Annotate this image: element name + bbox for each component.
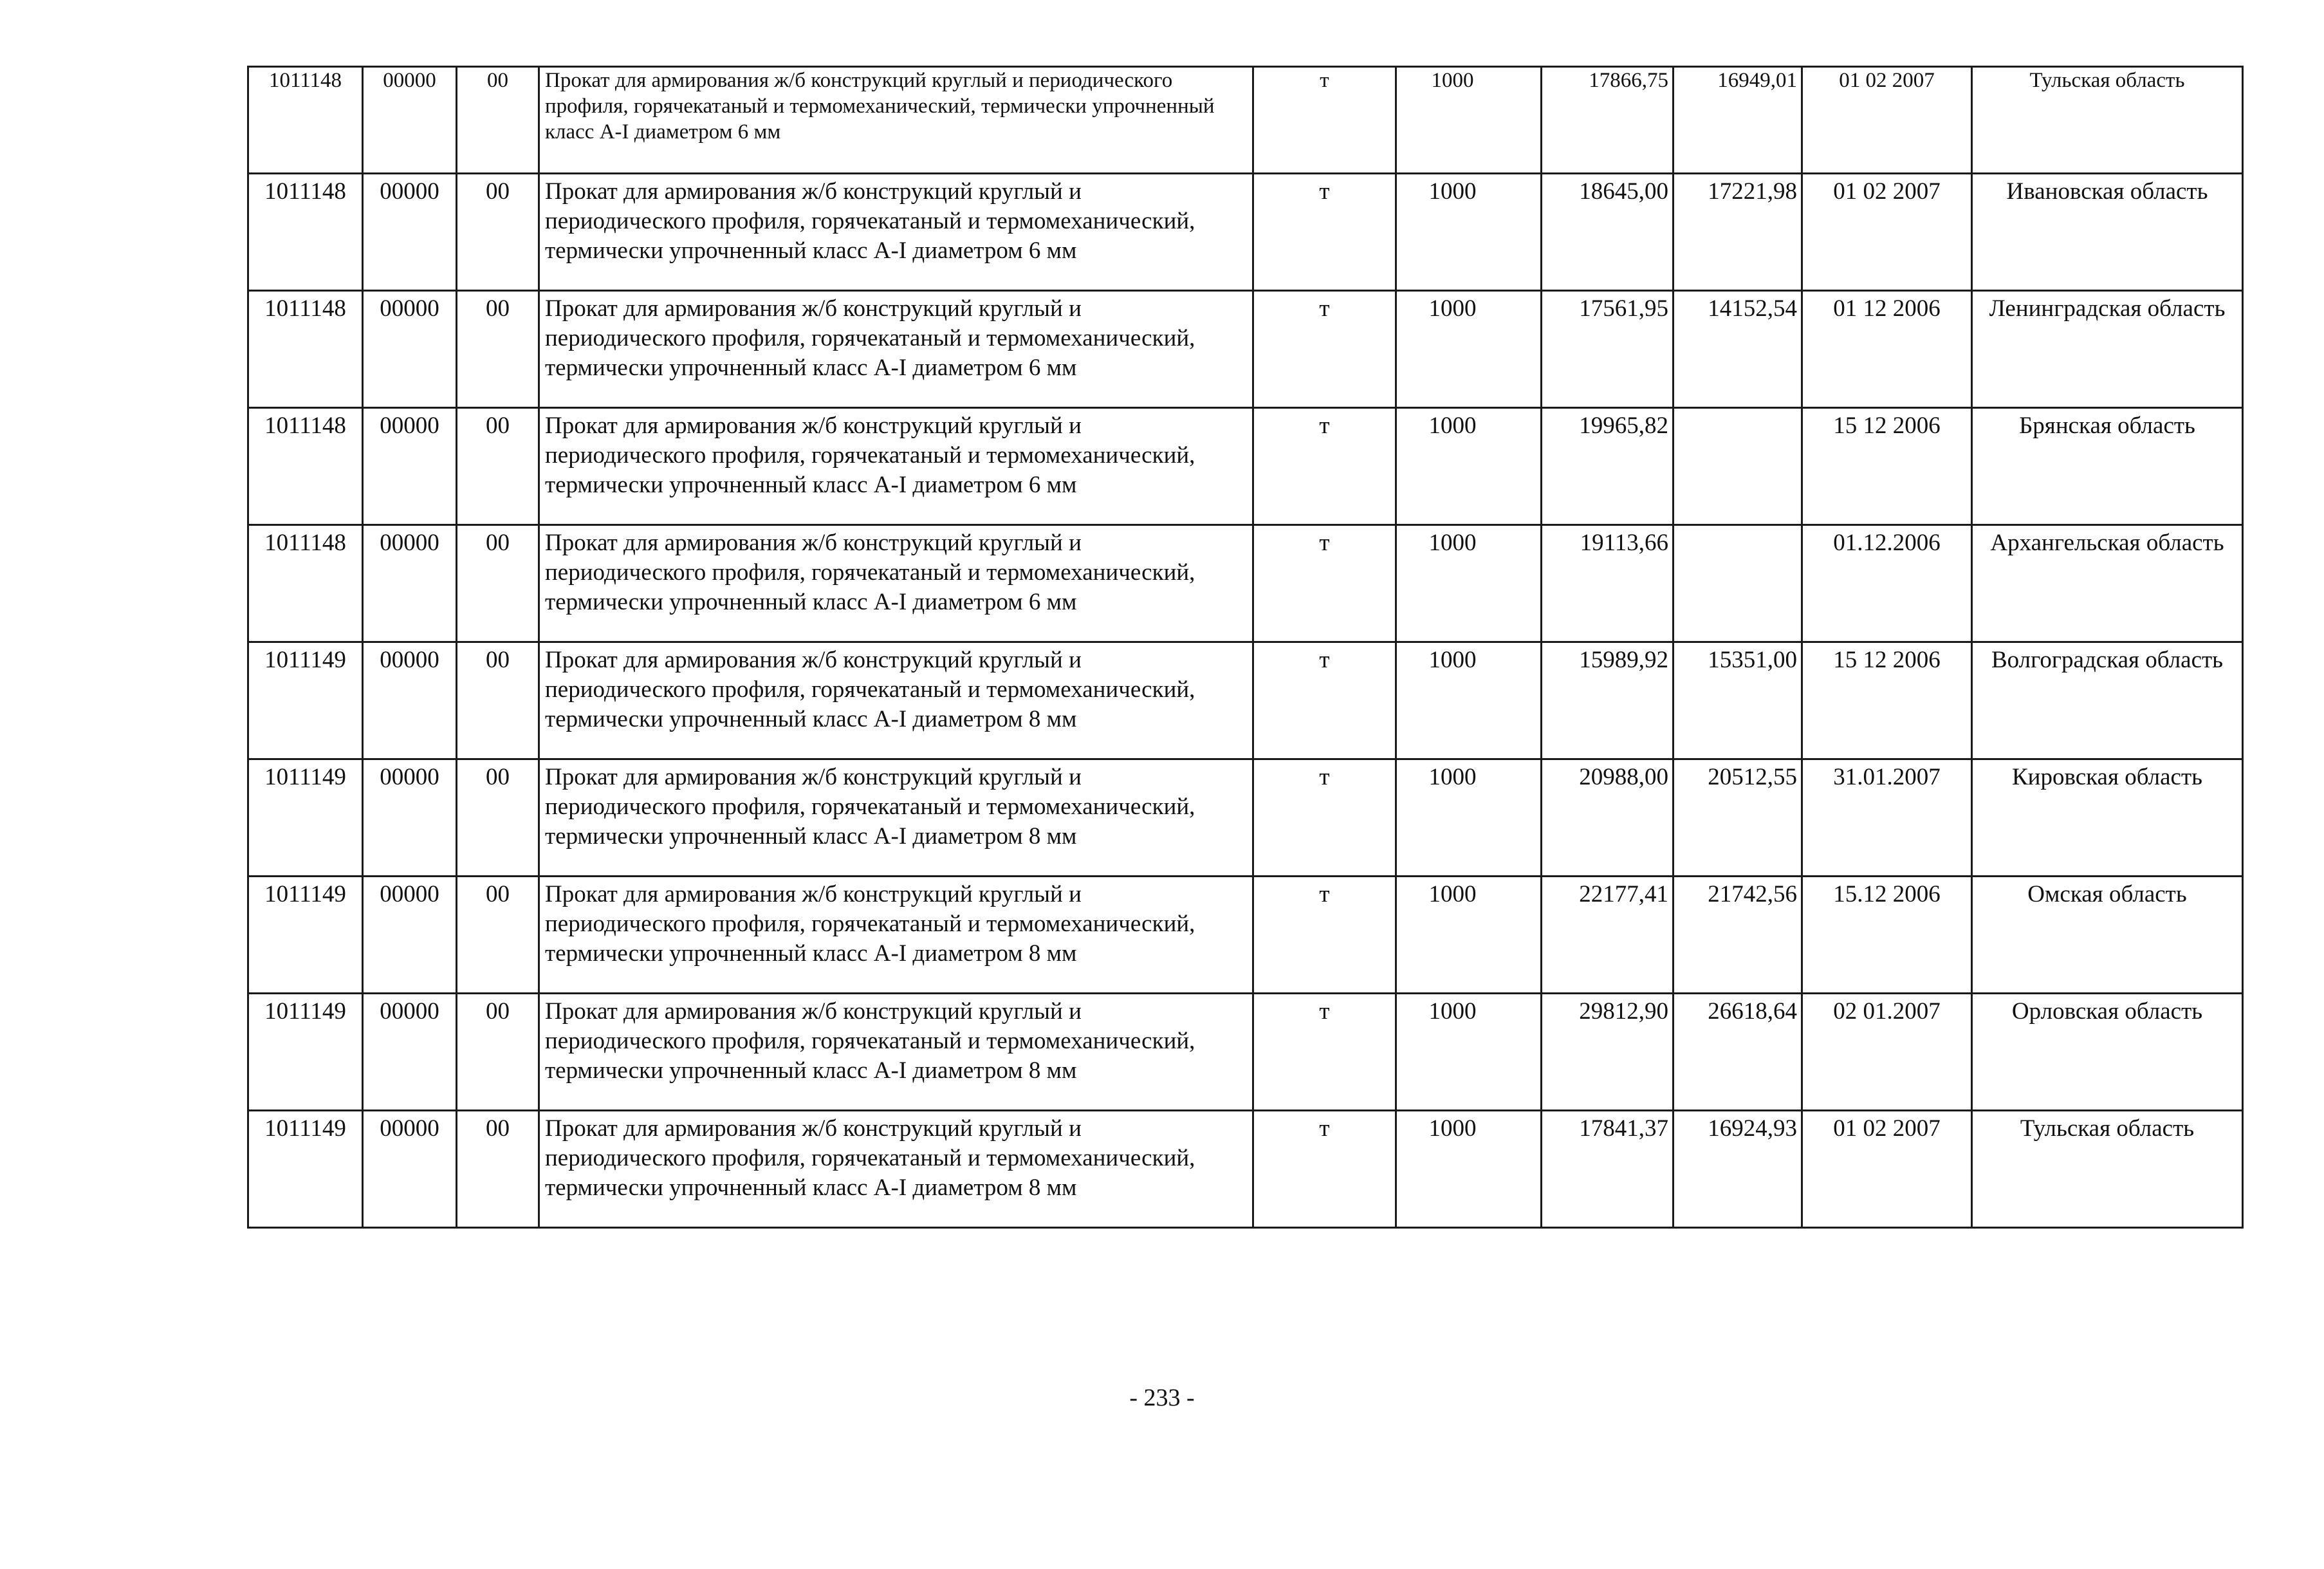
subcode-cell: 00000 [363,759,457,877]
table-row [248,174,2243,291]
product-description-cell: Прокат для армирования ж/б конструкций круглый и периодического профиля, горячекатаный и термомеханический, термически упрочненный класс А-I диаметром 6 мм [539,67,1253,174]
price-without-vat-cell: 26618,64 [1674,994,1802,1111]
region-cell: Архангельская область [1972,525,2243,642]
price-with-vat-cell: 19113,66 [1542,525,1674,642]
product-code-cell: 1011149 [248,759,363,877]
class-code-cell: 00 [457,759,539,877]
unit-cell: т [1253,642,1396,759]
class-code-cell: 00 [457,408,539,525]
unit-cell: т [1253,994,1396,1111]
price-with-vat-cell: 22177,41 [1542,877,1674,994]
price-with-vat-cell: 17866,75 [1542,67,1674,174]
unit-cell: т [1253,174,1396,291]
subcode-cell: 00000 [363,67,457,174]
date-cell: 15 12 2006 [1802,642,1972,759]
region-cell: Орловская область [1972,994,2243,1111]
product-code-cell: 1011149 [248,994,363,1111]
price-without-vat-cell: 14152,54 [1674,291,1802,408]
product-code-cell: 1011148 [248,525,363,642]
unit-cell: т [1253,408,1396,525]
product-description-cell: Прокат для армирования ж/б конструкций круглый и периодического профиля, горячекатаный и термомеханический, термически упрочненный класс А-I диаметром 8 мм [539,877,1253,994]
date-cell: 01 02 2007 [1802,67,1972,174]
table-row [248,759,2243,877]
region-cell: Ивановская область [1972,174,2243,291]
product-code-cell: 1011148 [248,408,363,525]
quantity-cell: 1000 [1396,994,1542,1111]
product-code-cell: 1011148 [248,67,363,174]
price-table [247,66,2244,1229]
unit-cell: т [1253,877,1396,994]
unit-cell: т [1253,1111,1396,1228]
product-description-cell: Прокат для армирования ж/б конструкций круглый и периодического профиля, горячекатаный и термомеханический, термически упрочненный класс А-I диаметром 8 мм [539,642,1253,759]
price-with-vat-cell: 19965,82 [1542,408,1674,525]
product-description-cell: Прокат для армирования ж/б конструкций круглый и периодического профиля, горячекатаный и термомеханический, термически упрочненный класс А-I диаметром 6 мм [539,174,1253,291]
product-code-cell: 1011149 [248,877,363,994]
product-description-cell: Прокат для армирования ж/б конструкций круглый и периодического профиля, горячекатаный и термомеханический, термически упрочненный класс А-I диаметром 6 мм [539,525,1253,642]
subcode-cell: 00000 [363,408,457,525]
class-code-cell: 00 [457,174,539,291]
product-description-cell: Прокат для армирования ж/б конструкций круглый и периодического профиля, горячекатаный и термомеханический, термически упрочненный класс А-I диаметром 8 мм [539,759,1253,877]
table-row [248,1111,2243,1228]
unit-cell: т [1253,291,1396,408]
subcode-cell: 00000 [363,1111,457,1228]
region-cell: Тульская область [1972,67,2243,174]
price-with-vat-cell: 17841,37 [1542,1111,1674,1228]
class-code-cell: 00 [457,1111,539,1228]
region-cell: Омская область [1972,877,2243,994]
product-code-cell: 1011148 [248,291,363,408]
unit-cell: т [1253,525,1396,642]
quantity-cell: 1000 [1396,408,1542,525]
product-description-cell: Прокат для армирования ж/б конструкций круглый и периодического профиля, горячекатаный и термомеханический, термически упрочненный класс А-I диаметром 6 мм [539,408,1253,525]
region-cell: Брянская область [1972,408,2243,525]
subcode-cell: 00000 [363,291,457,408]
product-code-cell: 1011149 [248,1111,363,1228]
quantity-cell: 1000 [1396,291,1542,408]
product-code-cell: 1011149 [248,642,363,759]
product-description-cell: Прокат для армирования ж/б конструкций круглый и периодического профиля, горячекатаный и термомеханический, термически упрочненный класс А-I диаметром 8 мм [539,994,1253,1111]
quantity-cell: 1000 [1396,67,1542,174]
date-cell: 15.12 2006 [1802,877,1972,994]
date-cell: 31.01.2007 [1802,759,1972,877]
price-without-vat-cell: 15351,00 [1674,642,1802,759]
product-description-cell: Прокат для армирования ж/б конструкций круглый и периодического профиля, горячекатаный и термомеханический, термически упрочненный класс А-I диаметром 8 мм [539,1111,1253,1228]
quantity-cell: 1000 [1396,759,1542,877]
table-row [248,642,2243,759]
price-with-vat-cell: 18645,00 [1542,174,1674,291]
price-with-vat-cell: 20988,00 [1542,759,1674,877]
quantity-cell: 1000 [1396,1111,1542,1228]
unit-cell: т [1253,759,1396,877]
subcode-cell: 00000 [363,174,457,291]
class-code-cell: 00 [457,291,539,408]
price-with-vat-cell: 29812,90 [1542,994,1674,1111]
table-row [248,67,2243,174]
page-number: - 233 - [1129,1384,1195,1411]
price-without-vat-cell [1674,408,1802,525]
date-cell: 01 02 2007 [1802,174,1972,291]
price-without-vat-cell: 17221,98 [1674,174,1802,291]
region-cell: Ленинградская область [1972,291,2243,408]
subcode-cell: 00000 [363,994,457,1111]
price-with-vat-cell: 15989,92 [1542,642,1674,759]
date-cell: 01 02 2007 [1802,1111,1972,1228]
quantity-cell: 1000 [1396,877,1542,994]
price-without-vat-cell: 16924,93 [1674,1111,1802,1228]
price-without-vat-cell: 21742,56 [1674,877,1802,994]
date-cell: 01 12 2006 [1802,291,1972,408]
unit-cell: т [1253,67,1396,174]
price-with-vat-cell: 17561,95 [1542,291,1674,408]
table-row [248,525,2243,642]
subcode-cell: 00000 [363,877,457,994]
product-description-cell: Прокат для армирования ж/б конструкций круглый и периодического профиля, горячекатаный и термомеханический, термически упрочненный класс А-I диаметром 6 мм [539,291,1253,408]
region-cell: Кировская область [1972,759,2243,877]
class-code-cell: 00 [457,642,539,759]
table-row [248,408,2243,525]
price-table-body [248,67,2243,1228]
table-row [248,877,2243,994]
region-cell: Тульская область [1972,1111,2243,1228]
subcode-cell: 00000 [363,642,457,759]
quantity-cell: 1000 [1396,174,1542,291]
class-code-cell: 00 [457,994,539,1111]
quantity-cell: 1000 [1396,642,1542,759]
date-cell: 15 12 2006 [1802,408,1972,525]
table-row [248,994,2243,1111]
quantity-cell: 1000 [1396,525,1542,642]
date-cell: 02 01.2007 [1802,994,1972,1111]
price-without-vat-cell: 20512,55 [1674,759,1802,877]
subcode-cell: 00000 [363,525,457,642]
price-without-vat-cell: 16949,01 [1674,67,1802,174]
product-code-cell: 1011148 [248,174,363,291]
table-row [248,291,2243,408]
class-code-cell: 00 [457,67,539,174]
region-cell: Волгоградская область [1972,642,2243,759]
date-cell: 01.12.2006 [1802,525,1972,642]
class-code-cell: 00 [457,877,539,994]
price-without-vat-cell [1674,525,1802,642]
class-code-cell: 00 [457,525,539,642]
